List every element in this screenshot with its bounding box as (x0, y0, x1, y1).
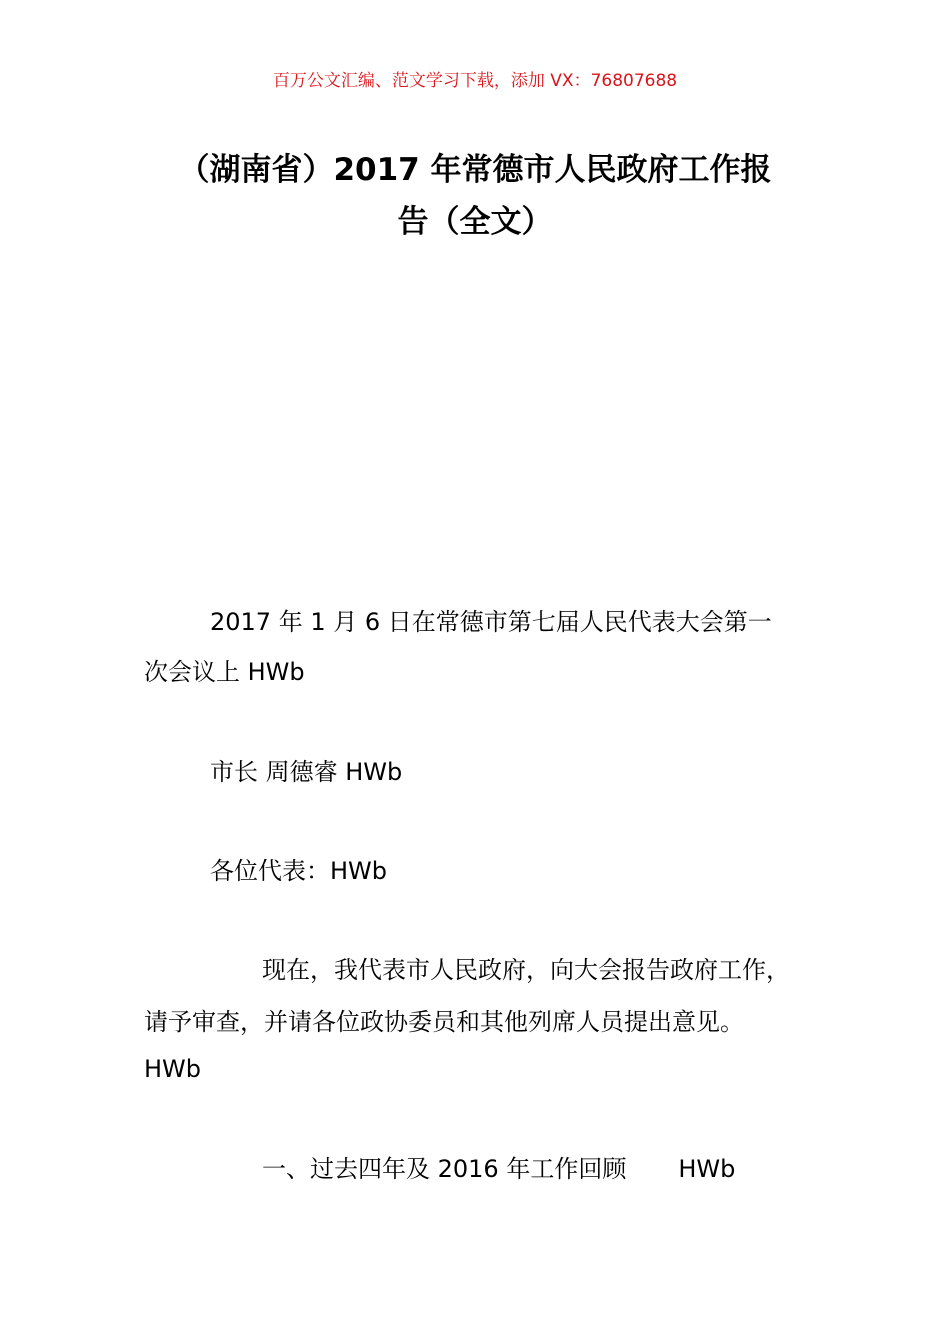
intro-paragraph-line-1: 现在，我代表市人民政府，向大会报告政府工作， (262, 956, 790, 984)
speaker-line: 市长 周德睿 HWb (210, 758, 403, 786)
meeting-info-line-2: 次会议上 HWb (144, 658, 305, 686)
section-heading-text: 一、过去四年及 2016 年工作回顾 (262, 1155, 627, 1183)
intro-paragraph-line-3: HWb (144, 1055, 202, 1083)
document-title-line-1: （湖南省）2017 年常德市人民政府工作报 (178, 152, 772, 188)
section-heading (144, 1144, 950, 1194)
document-title-line-2: 告（全文） (397, 204, 553, 240)
meeting-info-line-1: 2017 年 1 月 6 日在常德市第七届人民代表大会第一 (210, 608, 772, 636)
section-heading-marker: HWb (678, 1155, 736, 1183)
intro-paragraph-line-2: 请予审查，并请各位政协委员和其他列席人员提出意见。 (144, 1008, 744, 1036)
header-watermark-note: 百万公文汇编、范文学习下载，添加 VX：76807688 (272, 71, 678, 91)
greeting-line: 各位代表：HWb (210, 857, 388, 885)
